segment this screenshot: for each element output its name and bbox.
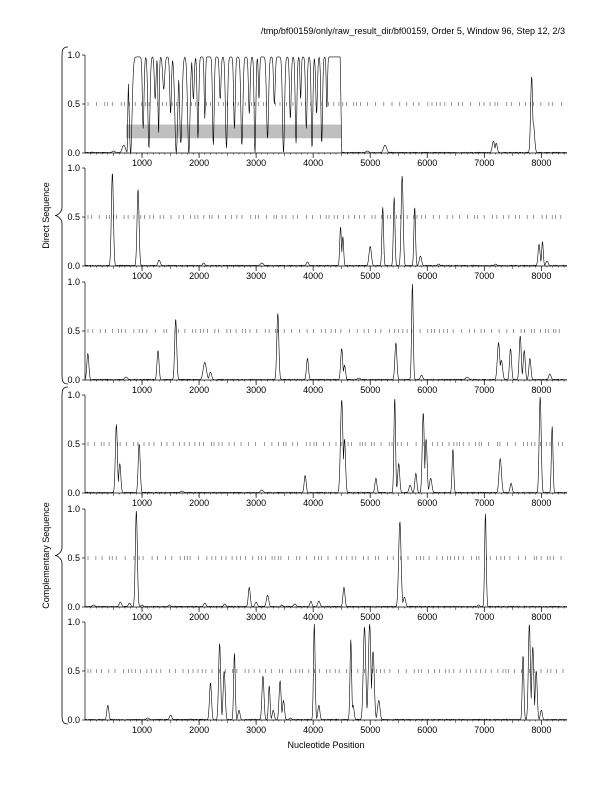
x-tick-label: 2000 — [189, 271, 210, 281]
x-tick-label: 1000 — [132, 158, 153, 168]
x-tick-label: 8000 — [531, 158, 552, 168]
threshold-marks — [88, 329, 559, 333]
x-tick-label: 8000 — [531, 271, 552, 281]
x-tick-label: 2000 — [189, 612, 210, 622]
x-tick-label: 6000 — [417, 385, 438, 395]
group-brace — [55, 387, 68, 724]
x-tick-label: 5000 — [360, 158, 381, 168]
y-tick-label: 0.5 — [67, 326, 80, 336]
x-tick-label: 5000 — [360, 612, 381, 622]
x-tick-label: 3000 — [246, 612, 267, 622]
signal-line — [85, 624, 567, 720]
x-tick-label: 6000 — [417, 498, 438, 508]
panel-2 — [67, 163, 567, 281]
x-tick-label: 1000 — [132, 612, 153, 622]
x-minor-ticks — [91, 153, 564, 156]
x-tick-label: 8000 — [531, 498, 552, 508]
x-tick-label: 2000 — [189, 725, 210, 735]
threshold-marks — [88, 215, 561, 219]
panel-6 — [67, 617, 567, 735]
signal-line — [85, 284, 567, 380]
x-tick-label: 1000 — [132, 725, 153, 735]
x-tick-label: 3000 — [246, 725, 267, 735]
y-tick-label: 0.5 — [67, 212, 80, 222]
x-tick-label: 6000 — [417, 725, 438, 735]
y-tick-label: 0.5 — [67, 99, 80, 109]
y-tick-label: 0.0 — [67, 148, 80, 158]
x-tick-label: 5000 — [360, 385, 381, 395]
x-tick-label: 4000 — [303, 612, 324, 622]
y-tick-label: 0.0 — [67, 602, 80, 612]
y-tick-label: 0.0 — [67, 375, 80, 385]
x-tick-label: 7000 — [474, 725, 495, 735]
x-tick-label: 7000 — [474, 271, 495, 281]
x-tick-label: 3000 — [246, 271, 267, 281]
x-tick-label: 1000 — [132, 271, 153, 281]
y-tick-label: 1.0 — [67, 504, 80, 514]
y-tick-label: 0.5 — [67, 553, 80, 563]
x-tick-label: 3000 — [246, 158, 267, 168]
x-tick-label: 3000 — [246, 498, 267, 508]
x-tick-label: 4000 — [303, 158, 324, 168]
threshold-marks — [88, 442, 563, 446]
panel-4 — [67, 390, 567, 508]
y-tick-label: 0.0 — [67, 488, 80, 498]
x-tick-label: 2000 — [189, 498, 210, 508]
x-minor-ticks — [91, 266, 564, 269]
x-tick-label: 8000 — [531, 612, 552, 622]
x-minor-ticks — [91, 720, 564, 723]
x-minor-ticks — [91, 493, 564, 496]
threshold-marks — [88, 669, 563, 673]
x-tick-label: 5000 — [360, 271, 381, 281]
x-tick-label: 7000 — [474, 612, 495, 622]
x-tick-label: 6000 — [417, 158, 438, 168]
threshold-marks — [88, 556, 561, 560]
signal-line — [85, 174, 567, 266]
x-tick-label: 5000 — [360, 498, 381, 508]
y-tick-label: 1.0 — [67, 390, 80, 400]
x-tick-label: 6000 — [417, 271, 438, 281]
x-tick-label: 7000 — [474, 498, 495, 508]
y-tick-label: 1.0 — [67, 277, 80, 287]
signal-line — [85, 397, 567, 493]
x-minor-ticks — [91, 380, 564, 383]
group-brace — [55, 47, 68, 384]
y-tick-label: 1.0 — [67, 163, 80, 173]
x-tick-label: 4000 — [303, 271, 324, 281]
x-tick-label: 3000 — [246, 385, 267, 395]
y-tick-label: 0.0 — [67, 715, 80, 725]
x-tick-label: 4000 — [303, 385, 324, 395]
panel-5 — [67, 504, 567, 622]
x-tick-label: 8000 — [531, 385, 552, 395]
plot-header-title: /tmp/bf00159/only/raw_result_dir/bf00159, Order 5, Window 96, Step 12, 2/3 — [260, 26, 565, 36]
x-tick-label: 4000 — [303, 725, 324, 735]
y-tick-label: 0.0 — [67, 261, 80, 271]
y-tick-label: 1.0 — [67, 50, 80, 60]
y-tick-label: 0.5 — [67, 666, 80, 676]
x-tick-label: 2000 — [189, 385, 210, 395]
x-tick-label: 1000 — [132, 385, 153, 395]
x-tick-label: 2000 — [189, 158, 210, 168]
x-axis-title: Nucleotide Position — [287, 740, 365, 750]
x-minor-ticks — [91, 607, 564, 610]
x-tick-label: 6000 — [417, 612, 438, 622]
x-tick-label: 1000 — [132, 498, 153, 508]
y-tick-label: 0.5 — [67, 439, 80, 449]
panel-1 — [67, 50, 567, 168]
signal-line — [85, 511, 567, 607]
x-tick-label: 7000 — [474, 158, 495, 168]
y-tick-label: 1.0 — [67, 617, 80, 627]
x-tick-label: 8000 — [531, 725, 552, 735]
x-tick-label: 7000 — [474, 385, 495, 395]
panel-3 — [67, 277, 567, 395]
group-label: Direct Sequence — [41, 182, 51, 249]
x-tick-label: 4000 — [303, 498, 324, 508]
x-tick-label: 5000 — [360, 725, 381, 735]
group-label: Complementary Sequence — [41, 502, 51, 609]
